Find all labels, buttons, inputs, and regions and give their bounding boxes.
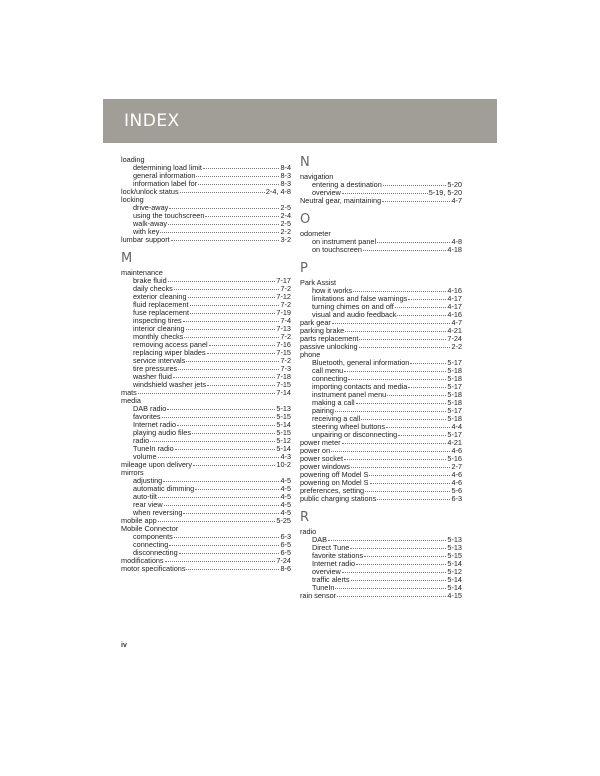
dot-leader (335, 411, 446, 412)
dot-leader (369, 475, 450, 476)
entry-term: favorites (133, 412, 161, 421)
dot-leader (410, 363, 446, 364)
entry-term: powering off Model S (300, 470, 369, 479)
dot-leader (344, 371, 446, 372)
entry-page-ref: 2-7 (451, 462, 462, 471)
entry-term: Bluetooth, general information (312, 358, 410, 367)
entry-page-ref: 5-6 (451, 486, 462, 495)
entry-page-ref: 4-16 (447, 310, 462, 319)
dot-leader (175, 449, 276, 450)
entry-page-ref: 5-12 (447, 567, 462, 576)
entry-term: Park Assist (300, 278, 337, 287)
entry-term: parking brake (300, 326, 345, 335)
entry-term: instrument panel menu (312, 390, 387, 399)
dot-leader (198, 184, 279, 185)
dot-leader (359, 347, 451, 348)
dot-leader (165, 561, 276, 562)
entry-page-ref: 4-5 (280, 484, 291, 493)
entry-page-ref: 7-24 (447, 334, 462, 343)
dot-leader (188, 297, 276, 298)
dot-leader (342, 572, 447, 573)
entry-term: monthly checks (133, 332, 184, 341)
dot-leader (361, 419, 446, 420)
entry-term: maintenance (121, 268, 163, 277)
entry-page-ref: 7-12 (276, 292, 291, 301)
dot-leader (174, 537, 280, 538)
entry-page-ref: 5-17 (447, 358, 462, 367)
dot-leader (398, 435, 446, 436)
entry-term: odometer (300, 229, 331, 238)
entry-page-ref: 6-3 (280, 532, 291, 541)
index-entry (121, 461, 291, 469)
entry-term: replacing wiper blades (133, 348, 206, 357)
entry-page-ref: 7-2 (280, 300, 291, 309)
dot-leader (408, 299, 446, 300)
entry-page-ref: 4-5 (280, 492, 291, 501)
index-entry (300, 592, 462, 600)
entry-term: media (121, 396, 141, 405)
dot-leader (177, 425, 275, 426)
entry-term: lumbar support (121, 235, 170, 244)
entry-page-ref: 3-2 (280, 235, 291, 244)
entry-page-ref: 2-2 (280, 227, 291, 236)
dot-leader (332, 323, 451, 324)
entry-page-ref: 4-21 (447, 438, 462, 447)
section-letter: R (300, 510, 310, 525)
dot-leader (351, 580, 447, 581)
entry-page-ref: 4-4 (451, 422, 462, 431)
entry-term: powering on Model S (300, 478, 369, 487)
entry-page-ref: 5-14 (276, 420, 291, 429)
entry-term: service intervals (133, 356, 186, 365)
entry-page-ref: 8-3 (280, 179, 291, 188)
entry-page-ref: 5-17 (447, 382, 462, 391)
entry-term: Mobile Connector (121, 524, 179, 533)
dot-leader (344, 459, 446, 460)
entry-page-ref: 5-15 (276, 428, 291, 437)
entry-term: information label for (133, 179, 198, 188)
entry-page-ref: 5-20 (447, 180, 462, 189)
entry-term: power meter (300, 438, 341, 447)
entry-page-ref: 4-7 (451, 318, 462, 327)
dot-leader (365, 491, 450, 492)
dot-leader (190, 305, 280, 306)
entry-term: rear view (133, 500, 163, 509)
index-entry (121, 389, 291, 397)
index-entry (300, 495, 462, 503)
entry-term: preferences, setting (300, 486, 365, 495)
entry-term: general information (133, 171, 196, 180)
entry-term: removing access panel (133, 340, 208, 349)
entry-page-ref: 4-21 (447, 326, 462, 335)
dot-leader (356, 403, 447, 404)
dot-leader (209, 345, 276, 346)
index-entry (300, 343, 462, 351)
entry-page-ref: 4-6 (451, 470, 462, 479)
dot-leader (158, 457, 280, 458)
entry-term: interior cleaning (133, 324, 185, 333)
index-banner (103, 99, 497, 143)
entry-term: Internet radio (312, 559, 355, 568)
dot-leader (158, 521, 276, 522)
entry-term: TuneIn radio (133, 444, 174, 453)
entry-term: on instrument panel (312, 237, 377, 246)
dot-leader (184, 337, 279, 338)
dot-leader (350, 548, 446, 549)
entry-term: when reversing (133, 508, 183, 517)
dot-leader (356, 564, 446, 565)
dot-leader (351, 467, 451, 468)
entry-page-ref: 5-16 (447, 454, 462, 463)
entry-term: adjusting (133, 476, 163, 485)
page-number: iv (121, 642, 127, 649)
entry-page-ref: 2-5 (280, 219, 291, 228)
entry-page-ref: 2-5 (280, 203, 291, 212)
dot-leader (160, 232, 279, 233)
entry-term: entering a destination (312, 180, 382, 189)
entry-term: loading (121, 155, 145, 164)
dot-leader (359, 339, 446, 340)
dot-leader (174, 289, 280, 290)
entry-page-ref: 5-18 (447, 414, 462, 423)
dot-leader (383, 185, 447, 186)
dot-leader (335, 588, 446, 589)
section-letter: M (121, 251, 133, 266)
entry-term: how it works (312, 286, 353, 295)
entry-page-ref: 7-15 (276, 348, 291, 357)
entry-page-ref: 4-8 (451, 237, 462, 246)
dot-leader (168, 224, 279, 225)
entry-term: fuse replacement (133, 308, 189, 317)
page-title: INDEX (124, 111, 180, 131)
dot-leader (203, 168, 280, 169)
entry-term: mats (121, 388, 137, 397)
dot-leader (186, 361, 279, 362)
entry-page-ref: 7-17 (276, 276, 291, 285)
dot-leader (342, 193, 428, 194)
entry-page-ref: 5-14 (447, 559, 462, 568)
entry-term: Internet radio (133, 420, 176, 429)
entry-page-ref: 5-14 (447, 583, 462, 592)
entry-page-ref: 8-4 (280, 163, 291, 172)
entry-page-ref: 5-17 (447, 430, 462, 439)
dot-leader (173, 377, 275, 378)
entry-page-ref: 4-6 (451, 478, 462, 487)
entry-term: public charging stations (300, 494, 377, 503)
dot-leader (348, 379, 446, 380)
dot-leader (395, 307, 447, 308)
entry-term: radio (133, 436, 150, 445)
dot-leader (387, 395, 446, 396)
entry-page-ref: 4-3 (280, 452, 291, 461)
entry-term: brake fluid (133, 276, 167, 285)
dot-leader (377, 499, 450, 500)
entry-term: washer fluid (133, 372, 172, 381)
dot-leader (377, 242, 450, 243)
entry-page-ref: 5-18 (447, 366, 462, 375)
entry-term: power socket (300, 454, 343, 463)
entry-term: phone (300, 350, 321, 359)
entry-page-ref: 7-19 (276, 308, 291, 317)
entry-page-ref: 7-16 (276, 340, 291, 349)
dot-leader (162, 417, 276, 418)
entry-page-ref: 7-24 (276, 556, 291, 565)
entry-term: park gear (300, 318, 331, 327)
entry-term: Neutral gear, maintaining (300, 196, 382, 205)
entry-term: disconnecting (133, 548, 178, 557)
entry-term: call menu (312, 366, 344, 375)
entry-term: turning chimes on and off (312, 302, 394, 311)
entry-term: auto-tilt (133, 492, 157, 501)
entry-term: TuneIn (312, 583, 335, 592)
entry-page-ref: 4-15 (447, 591, 462, 600)
entry-term: components (133, 532, 173, 541)
index-column-left (121, 156, 291, 573)
dot-leader (342, 443, 447, 444)
entry-page-ref: 4-5 (280, 476, 291, 485)
entry-page-ref: 4-7 (451, 196, 462, 205)
dot-leader (179, 553, 280, 554)
entry-term: walk-away (133, 219, 168, 228)
entry-page-ref: 8-6 (280, 564, 291, 573)
dot-leader (167, 409, 275, 410)
dot-leader (168, 281, 276, 282)
dot-leader (205, 216, 279, 217)
entry-term: inspecting tires (133, 316, 182, 325)
entry-term: favorite stations (312, 551, 364, 560)
entry-term: on touchscreen (312, 245, 362, 254)
entry-term: connecting (312, 374, 348, 383)
entry-page-ref: 5-17 (447, 406, 462, 415)
entry-page-ref: 7-14 (276, 388, 291, 397)
entry-term: importing contacts and media (312, 382, 408, 391)
entry-page-ref: 7-2 (280, 284, 291, 293)
entry-term: Direct Tune (312, 543, 350, 552)
dot-leader (164, 505, 280, 506)
index-subentry (300, 246, 462, 254)
entry-term: steering wheel buttons (312, 422, 386, 431)
entry-term: parts replacement (300, 334, 359, 343)
index-entry (121, 565, 291, 573)
entry-page-ref: 5-19, 5-20 (428, 188, 462, 197)
entry-page-ref: 5-15 (447, 551, 462, 560)
entry-page-ref: 6-3 (451, 494, 462, 503)
dot-leader (178, 369, 279, 370)
dot-leader (363, 250, 446, 251)
dot-leader (192, 433, 275, 434)
dot-leader (195, 489, 279, 490)
entry-term: DAB radio (133, 404, 167, 413)
entry-page-ref: 2-4 (280, 211, 291, 220)
dot-leader (183, 321, 280, 322)
entry-term: visual and audio feedback (312, 310, 397, 319)
entry-term: making a call (312, 398, 355, 407)
entry-page-ref: 5-14 (447, 575, 462, 584)
entry-term: fluid replacement (133, 300, 189, 309)
dot-leader (180, 192, 265, 193)
entry-page-ref: 5-12 (276, 436, 291, 445)
entry-term: overview (312, 188, 341, 197)
dot-leader (158, 497, 280, 498)
entry-page-ref: 7-3 (280, 364, 291, 373)
entry-page-ref: 7-13 (276, 324, 291, 333)
entry-term: mobile app (121, 516, 157, 525)
entry-page-ref: 5-13 (276, 404, 291, 413)
entry-page-ref: 6-5 (280, 540, 291, 549)
entry-term: radio (300, 527, 317, 536)
entry-term: modifications (121, 556, 164, 565)
dot-leader (386, 427, 450, 428)
entry-page-ref: 4-17 (447, 294, 462, 303)
entry-page-ref: 5-14 (276, 444, 291, 453)
entry-term: mirrors (121, 468, 144, 477)
index-subentry (121, 381, 291, 389)
entry-term: drive-away (133, 203, 169, 212)
entry-term: rain sensor (300, 591, 337, 600)
index-entry (300, 197, 462, 205)
entry-page-ref: 4-18 (447, 245, 462, 254)
dot-leader (408, 387, 446, 388)
section-letter: P (300, 261, 308, 276)
dot-leader (364, 556, 446, 557)
entry-page-ref: 5-18 (447, 398, 462, 407)
dot-leader (207, 353, 276, 354)
dot-leader (138, 393, 276, 394)
entry-term: navigation (300, 172, 334, 181)
dot-leader (382, 201, 450, 202)
entry-term: DAB (312, 535, 328, 544)
dot-leader (150, 441, 275, 442)
dot-leader (190, 313, 275, 314)
entry-term: limitations and false warnings (312, 294, 408, 303)
entry-page-ref: 5-25 (276, 516, 291, 525)
entry-term: locking (121, 195, 144, 204)
entry-term: motor specifications (121, 564, 186, 573)
entry-term: exterior cleaning (133, 292, 187, 301)
entry-term: volume (133, 452, 157, 461)
dot-leader (196, 176, 279, 177)
entry-page-ref: 4-17 (447, 302, 462, 311)
entry-page-ref: 10-2 (276, 460, 291, 469)
entry-page-ref: 2-4, 4-8 (265, 187, 291, 196)
entry-term: tire pressures (133, 364, 178, 373)
entry-page-ref: 2-2 (451, 342, 462, 351)
dot-leader (397, 315, 446, 316)
entry-term: overview (312, 567, 341, 576)
entry-page-ref: 7-2 (280, 332, 291, 341)
entry-page-ref: 5-15 (276, 412, 291, 421)
dot-leader (171, 240, 280, 241)
entry-term: mileage upon delivery (121, 460, 192, 469)
index-column-right (300, 156, 462, 600)
entry-page-ref: 7-4 (280, 316, 291, 325)
dot-leader (193, 465, 275, 466)
entry-page-ref: 5-18 (447, 390, 462, 399)
entry-page-ref: 8-3 (280, 171, 291, 180)
entry-term: windshield washer jets (133, 380, 207, 389)
dot-leader (186, 569, 279, 570)
entry-term: with key (133, 227, 160, 236)
entry-term: unpairing or disconnecting (312, 430, 398, 439)
entry-page-ref: 5-18 (447, 374, 462, 383)
dot-leader (331, 451, 450, 452)
entry-term: automatic dimming (133, 484, 195, 493)
entry-term: pairing (312, 406, 334, 415)
dot-leader (345, 331, 446, 332)
entry-term: passive unlocking (300, 342, 358, 351)
entry-term: receiving a call (312, 414, 361, 423)
entry-term: using the touchscreen (133, 211, 205, 220)
entry-term: daily checks (133, 284, 173, 293)
entry-term: traffic alerts (312, 575, 350, 584)
entry-page-ref: 6-5 (280, 548, 291, 557)
entry-page-ref: 5-13 (447, 535, 462, 544)
entry-term: power on (300, 446, 331, 455)
dot-leader (370, 483, 451, 484)
index-entry (121, 236, 291, 244)
entry-page-ref: 4-6 (451, 446, 462, 455)
entry-page-ref: 4-16 (447, 286, 462, 295)
dot-leader (207, 385, 275, 386)
entry-term: connecting (133, 540, 169, 549)
entry-page-ref: 7-15 (276, 380, 291, 389)
entry-page-ref: 5-13 (447, 543, 462, 552)
index-entry (121, 188, 291, 196)
dot-leader (169, 545, 279, 546)
entry-term: lock/unlock status (121, 187, 179, 196)
dot-leader (163, 481, 279, 482)
entry-term: determining load limit (133, 163, 202, 172)
dot-leader (183, 513, 279, 514)
dot-leader (353, 291, 446, 292)
entry-term: power windows (300, 462, 350, 471)
dot-leader (328, 540, 446, 541)
entry-page-ref: 7-2 (280, 356, 291, 365)
entry-page-ref: 4-5 (280, 508, 291, 517)
entry-page-ref: 7-18 (276, 372, 291, 381)
dot-leader (186, 329, 276, 330)
section-letter: O (300, 212, 311, 227)
dot-leader (169, 208, 279, 209)
entry-page-ref: 4-5 (280, 500, 291, 509)
section-letter: N (300, 155, 310, 170)
entry-term: playing audio files (133, 428, 192, 437)
dot-leader (337, 596, 446, 597)
